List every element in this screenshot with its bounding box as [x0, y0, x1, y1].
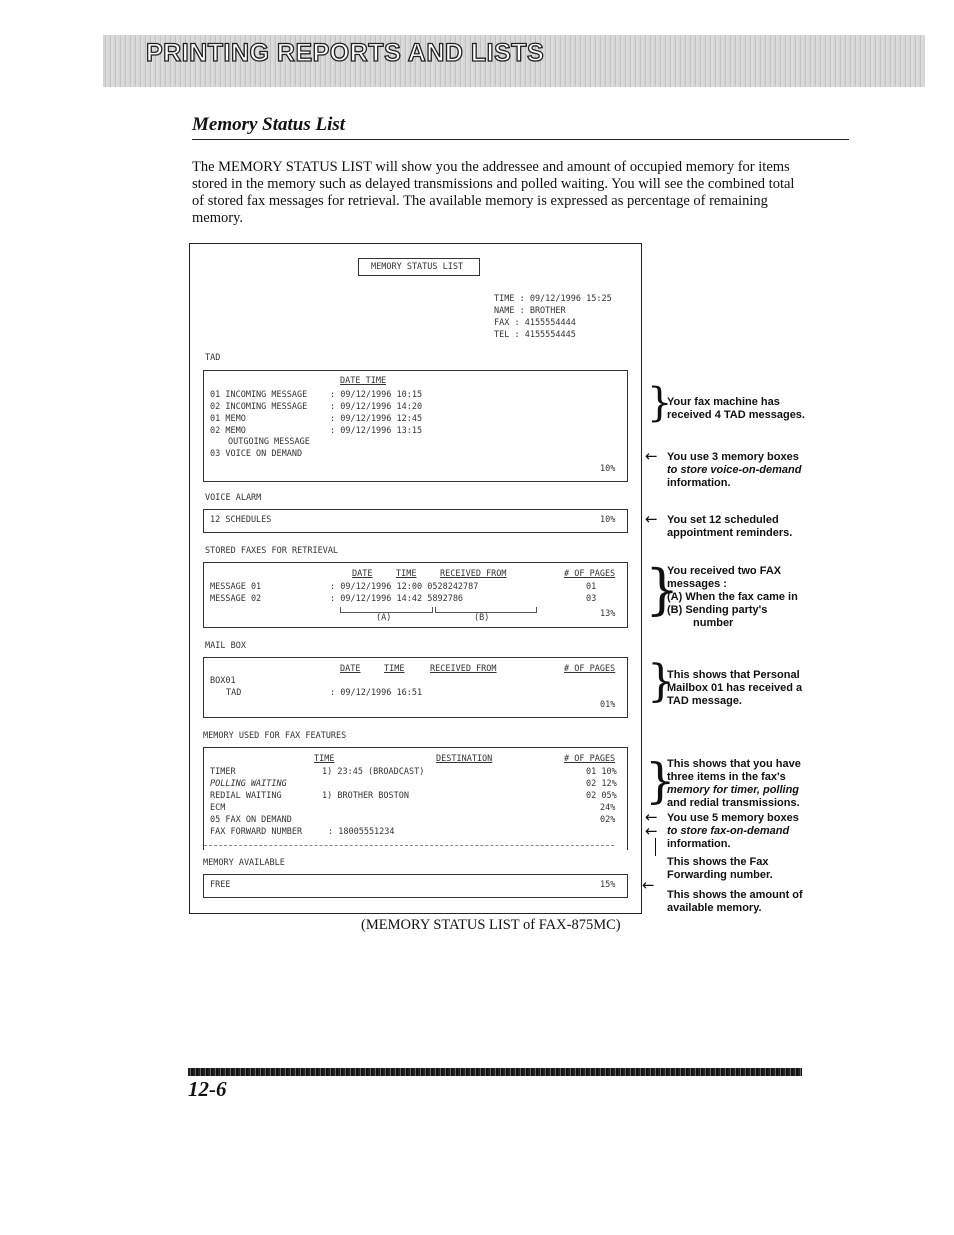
fax-features-label: MEMORY USED FOR FAX FEATURES	[203, 731, 347, 741]
report-title-box	[358, 258, 480, 276]
note-line: messages :	[667, 578, 727, 590]
memory-available-percent: 15%	[600, 880, 616, 890]
voice-alarm-percent: 10%	[600, 515, 616, 525]
arrow-left-icon: ←	[645, 510, 658, 528]
banner-title: PRINTING REPORTS AND LISTS	[146, 39, 545, 67]
mailbox-header: TIME	[384, 664, 405, 674]
intro-line: stored in the memory such as delayed transmissions and polled waiting. You will see the combined total	[192, 176, 795, 192]
note-line: This shows that Personal	[667, 669, 800, 681]
tad-header: DATE TIME	[340, 376, 387, 386]
note-line: number	[693, 617, 734, 629]
tad-box	[203, 370, 628, 482]
note-voice-on-demand	[667, 451, 801, 490]
arrow-left-icon: ←	[645, 808, 658, 826]
note-line: This shows the Fax	[667, 856, 769, 868]
mailbox-date: : 09/12/1996 16:51	[330, 688, 423, 698]
mailbox-percent: 01%	[600, 700, 616, 710]
note-line: information.	[667, 477, 731, 489]
memory-available-label: MEMORY AVAILABLE	[203, 858, 285, 868]
note-line: This shows that you have	[667, 758, 801, 770]
tad-date: : 09/12/1996 13:15	[330, 426, 423, 436]
section-divider	[192, 139, 849, 140]
tad-item: 02 MEMO	[210, 426, 246, 436]
fax-features-dashed-rule	[204, 845, 614, 846]
fax-features-header: # OF PAGES	[564, 754, 616, 764]
note-line: (A) When the fax came in	[667, 591, 798, 603]
fax-feature-item: 05 FAX ON DEMAND	[210, 815, 292, 825]
fax-features-header: DESTINATION	[436, 754, 493, 764]
tad-date: : 09/12/1996 14:20	[330, 402, 423, 412]
note-line: received 4 TAD messages.	[667, 409, 805, 421]
memory-status-report	[189, 243, 642, 914]
report-info-line: TIME : 09/12/1996 15:25	[494, 294, 612, 304]
mailbox-header: RECEIVED FROM	[430, 664, 497, 674]
tad-percent: 10%	[600, 464, 616, 474]
tad-label: TAD	[205, 353, 221, 363]
report-info-line: NAME : BROTHER	[494, 306, 566, 316]
fax-feature-item: TIMER	[210, 767, 236, 777]
note-line: Your fax machine has	[667, 396, 780, 408]
note-line: to store fax-on-demand	[667, 825, 790, 837]
intro-paragraph	[192, 159, 849, 227]
fax-features-box	[203, 747, 628, 850]
note-line: three items in the fax's	[667, 771, 786, 783]
note-line: (B) Sending party's	[667, 604, 768, 616]
connector-line	[655, 838, 656, 856]
marker-a: (A)	[376, 613, 392, 623]
note-line: TAD message.	[667, 695, 742, 707]
tad-item: 02 INCOMING MESSAGE	[210, 402, 308, 412]
brace-icon: }	[645, 558, 680, 621]
fax-feature-item: POLLING WAITING	[210, 779, 287, 789]
voice-alarm-box	[203, 509, 628, 533]
section-title: Memory Status List	[192, 114, 346, 135]
tad-date: : 09/12/1996 10:15	[330, 390, 423, 400]
fax-feature-pages: 24%	[600, 803, 616, 813]
tad-item: 03 VOICE ON DEMAND	[210, 449, 303, 459]
note-line: You received two FAX	[667, 565, 782, 577]
stored-fax-item: MESSAGE 01	[210, 582, 262, 592]
marker-b: (B)	[474, 613, 490, 623]
stored-fax-detail: : 09/12/1996 12:00 0528242787	[330, 582, 479, 592]
note-line: This shows the amount of	[667, 889, 803, 901]
tad-item: 01 INCOMING MESSAGE	[210, 390, 308, 400]
note-voice-alarm	[667, 514, 792, 540]
arrow-left-icon: ←	[645, 447, 658, 465]
brace-icon: }	[645, 753, 676, 809]
mailbox-label: MAIL BOX	[205, 641, 246, 651]
stored-faxes-label: STORED FAXES FOR RETRIEVAL	[205, 546, 339, 556]
arrow-left-icon: ←	[645, 822, 658, 840]
report-title: MEMORY STATUS LIST	[371, 262, 464, 272]
page-number: 12-6	[188, 1077, 227, 1101]
tad-date: : 09/12/1996 12:45	[330, 414, 423, 424]
note-line: You use 5 memory boxes	[667, 812, 799, 824]
arrow-left-icon: ←	[642, 876, 655, 894]
intro-line: memory.	[192, 210, 244, 226]
footer-bar	[188, 1068, 802, 1076]
note-line: Forwarding number.	[667, 869, 773, 881]
memory-available-box	[203, 874, 628, 898]
stored-faxes-header: TIME	[396, 569, 417, 579]
fax-feature-detail: 1) BROTHER BOSTON	[322, 791, 409, 801]
fax-feature-pages: 02%	[600, 815, 616, 825]
stored-fax-pages: 03	[586, 594, 597, 604]
note-line: to store voice-on-demand	[667, 464, 802, 476]
note-line: memory for timer, polling	[667, 784, 800, 796]
intro-line: of stored fax messages for retrieval. The available memory is expressed as percentage of remaining	[192, 193, 768, 209]
note-fax-features	[667, 758, 801, 810]
fax-feature-item: FAX FORWARD NUMBER	[210, 827, 303, 837]
fax-feature-item: REDIAL WAITING	[210, 791, 282, 801]
note-memory-available	[667, 889, 803, 915]
fax-feature-detail: 1) 23:45 (BROADCAST)	[322, 767, 425, 777]
stored-faxes-percent: 13%	[600, 609, 616, 619]
note-line: available memory.	[667, 902, 762, 914]
report-info-line: FAX : 4155554444	[494, 318, 576, 328]
note-stored-faxes	[667, 565, 798, 630]
stored-fax-pages: 01	[586, 582, 597, 592]
brace-icon: }	[647, 380, 673, 426]
fax-feature-detail: : 18005551234	[328, 827, 395, 837]
note-line: You set 12 scheduled	[667, 514, 779, 526]
note-line: and redial transmissions.	[667, 797, 800, 809]
fax-feature-pages: 02 05%	[586, 791, 617, 801]
mailbox-box	[203, 657, 628, 718]
fax-feature-item: ECM	[210, 803, 226, 813]
stored-faxes-header: DATE	[352, 569, 373, 579]
stored-faxes-header: RECEIVED FROM	[440, 569, 507, 579]
note-line: You use 3 memory boxes	[667, 451, 799, 463]
mailbox-header: # OF PAGES	[564, 664, 616, 674]
voice-alarm-label: VOICE ALARM	[205, 493, 262, 503]
mailbox-box-id: BOX01	[210, 676, 236, 686]
note-fax-on-demand	[667, 812, 799, 851]
note-mailbox	[667, 669, 802, 708]
mailbox-header: DATE	[340, 664, 361, 674]
report-info-line: TEL : 4155554445	[494, 330, 576, 340]
note-line: appointment reminders.	[667, 527, 793, 539]
note-line: information.	[667, 838, 731, 850]
intro-line: The MEMORY STATUS LIST will show you the addressee and amount of occupied memory for items	[192, 159, 790, 175]
report-caption: (MEMORY STATUS LIST of FAX-875MC)	[361, 917, 621, 933]
brace-icon: }	[647, 656, 675, 707]
tad-item: OUTGOING MESSAGE	[228, 437, 310, 447]
stored-fax-item: MESSAGE 02	[210, 594, 262, 604]
stored-faxes-header: # OF PAGES	[564, 569, 616, 579]
fax-feature-pages: 01 10%	[586, 767, 617, 777]
memory-available-row: FREE	[210, 880, 231, 890]
note-fax-forwarding	[667, 856, 773, 882]
stored-faxes-box	[203, 562, 628, 628]
fax-feature-pages: 02 12%	[586, 779, 617, 789]
stored-fax-detail: : 09/12/1996 14:42 5892786	[330, 594, 464, 604]
fax-features-header: TIME	[314, 754, 335, 764]
voice-alarm-row: 12 SCHEDULES	[210, 515, 272, 525]
note-line: Mailbox 01 has received a	[667, 682, 803, 694]
tad-item: 01 MEMO	[210, 414, 246, 424]
note-tad-messages	[667, 396, 805, 422]
mailbox-item: TAD	[226, 688, 242, 698]
